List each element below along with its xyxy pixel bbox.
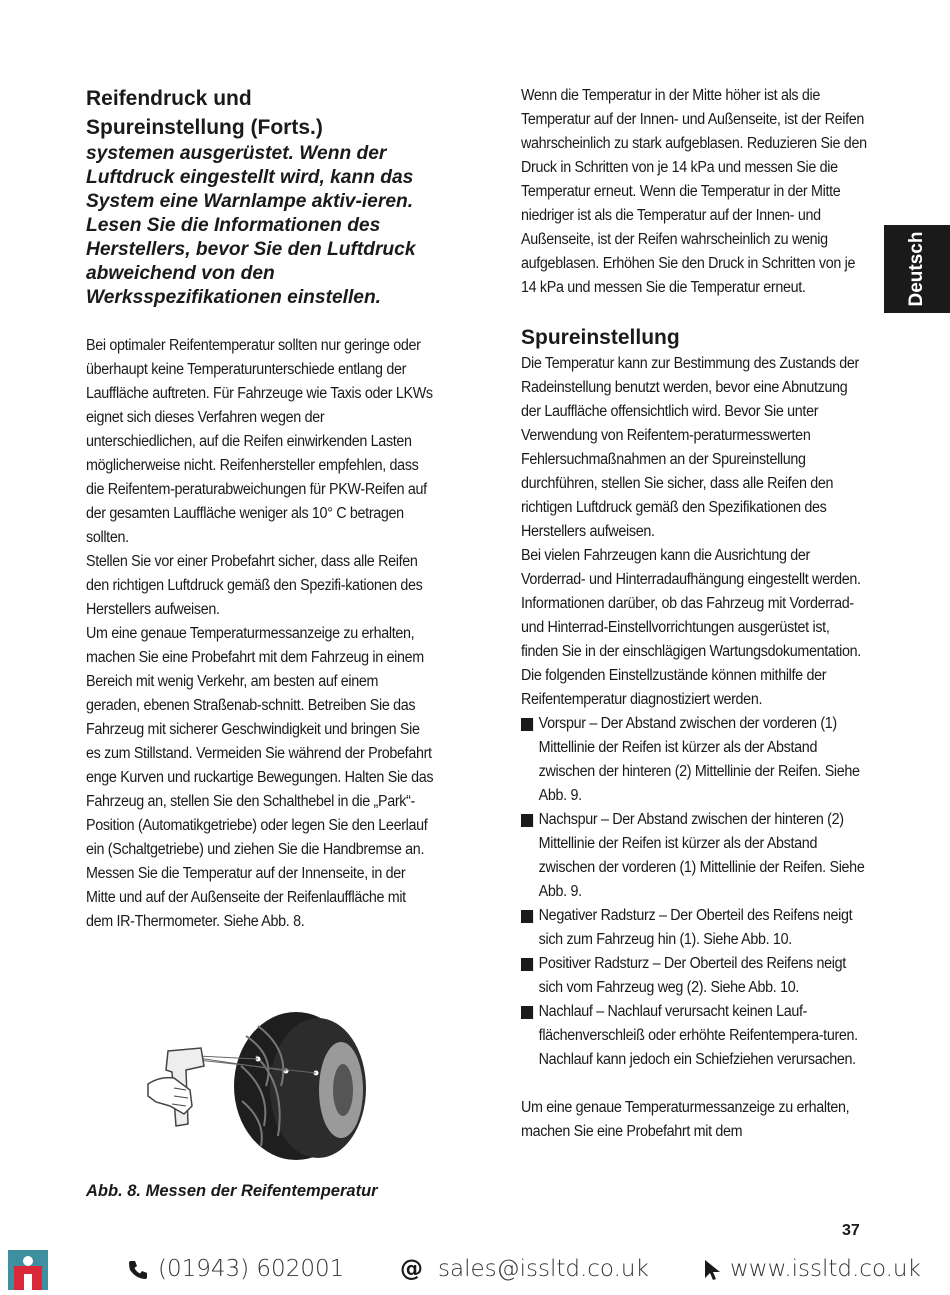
- list-item: Vorspur – Der Abstand zwischen der vorderen (1) Mittellinie der Reifen ist kürzer als der Abstand zwischen der hinteren (2) Mittellinie der Reifen. Siehe Abb. 9.: [521, 712, 870, 808]
- right-body-2: [521, 352, 870, 1144]
- paragraph: Bei vielen Fahrzeugen kann die Ausrichtung der Vorderrad- und Hinterradaufhängung eingestellt werden. Informationen darüber, ob das Fahrzeug mit Vorderrad- und Hinterrad-Einstellvorrichtungen ausgerüstet ist, finden Sie in der einschlägigen Wartungsdokumentation.: [521, 547, 861, 660]
- intro-text: systemen ausgerüstet. Wenn der Luftdruck eingestellt wird, kann das System eine Warnlampe aktiv-ieren. Lesen Sie die Informationen des Herstellers, bevor Sie den Luftdruck abweichend von den Werksspezifikationen einstellen.: [86, 143, 416, 308]
- subsection-heading: Spureinstellung: [521, 326, 680, 349]
- right-column: [521, 84, 871, 1144]
- heading-line-1: Reifendruck und: [86, 87, 252, 110]
- footer-phone[interactable]: (01943) 602001: [158, 1256, 345, 1282]
- left-column: [86, 84, 434, 934]
- paragraph: Die Temperatur kann zur Bestimmung des Zustands der Radeinstellung benutzt werden, bevor eine Abnutzung der Lauffläche offensichtlich wird. Bevor Sie unter Verwendung von Reifentem-peraturmesswerten Fehlersuchmaßnahmen an der Spureinstellung durchführen, stellen Sie sicher, dass alle Reifen den richtigen Luftdruck gemäß den Spezifikationen des Herstellers aufweisen.: [521, 355, 859, 540]
- section-heading: [86, 84, 434, 142]
- cursor-icon: [700, 1258, 724, 1282]
- paragraph: Wenn die Temperatur in der Mitte höher ist als die Temperatur auf der Innen- und Außenseite, ist der Reifen wahrscheinlich zu stark aufgeblasen. Reduzieren Sie den Druck in Schritten von je 14 kPa und messen Sie die Temperatur erneut. Wenn die Temperatur in der Mitte niedriger ist als die Temperatur auf der Innen- und Außenseite, ist der Reifen wahrscheinlich zu wenig aufgeblasen. Erhöhen Sie den Druck in Schritten von je 14 kPa und messen Sie die Temperatur erneut.: [521, 87, 867, 296]
- footer-email[interactable]: sales@issltd.co.uk: [438, 1256, 649, 1282]
- bullet-square-icon: [521, 910, 533, 923]
- footer-website[interactable]: www.issltd.co.uk: [730, 1256, 921, 1282]
- bullet-square-icon: [521, 814, 533, 827]
- right-body: [521, 84, 870, 300]
- language-tab: [884, 225, 950, 313]
- tire-thermometer-illustration: [146, 1006, 368, 1166]
- logo-icon: [8, 1250, 48, 1290]
- language-tab-label: Deutsch: [906, 231, 927, 307]
- heading-line-2: Spureinstellung (Forts.): [86, 116, 323, 139]
- paragraph: Um eine genaue Temperaturmessanzeige zu erhalten, machen Sie eine Probefahrt mit dem Fahrzeug in einem Bereich mit wenig Verkehr, am besten auf einem geraden, ebenen Straßenab-schnitt. Betreiben Sie das Fahrzeug mit sicherer Geschwindigkeit und bringen Sie es zum Stillstand. Vermeiden Sie während der Probefahrt enge Kurven und ruckartige Bewegungen. Halten Sie das Fahrzeug an, stellen Sie den Schalthebel in die „Park“-Position (Automatikgetriebe) oder legen Sie den Leerlauf ein (Schaltgetriebe) und ziehen Sie die Handbremse an. Messen Sie die Temperatur auf der Innenseite, in der Mitte und auf der Außenseite der Reifenlauffläche mit dem IR-Thermometer. Siehe Abb. 8.: [86, 625, 434, 930]
- bullet-square-icon: [521, 958, 533, 971]
- figure-caption: Abb. 8. Messen der Reifentemperatur: [86, 1182, 378, 1200]
- left-body: [86, 334, 435, 934]
- paragraph: Um eine genaue Temperaturmessanzeige zu erhalten, machen Sie eine Probefahrt mit dem: [521, 1099, 850, 1140]
- paragraph: Die folgenden Einstellzustände können mithilfe der Reifentemperatur diagnostiziert werden.: [521, 667, 827, 708]
- paragraph: Bei optimaler Reifentemperatur sollten nur geringe oder überhaupt keine Temperaturunterschiede entlang der Lauffläche auftreten. Für Fahrzeuge wie Taxis oder LKWs eignet sich dieses Verfahren wegen der unterschiedlichen, auf die Reifen einwirkenden Lasten möglicherweise nicht. Reifenhersteller empfehlen, dass die Reifentem-peraturabweichungen für PKW-Reifen auf der gesamten Lauffläche weniger als 10° C betragen sollten.: [86, 337, 433, 546]
- page-number: 37: [842, 1222, 860, 1239]
- paragraph: Stellen Sie vor einer Probefahrt sicher, dass alle Reifen den richtigen Luftdruck gemäß den Spezifi-kationen des Herstellers aufweisen.: [86, 553, 423, 618]
- list-item: Nachlauf – Nachlauf verursacht keinen Lauf-flächenverschleiß oder erhöhte Reifentempera-turen. Nachlauf kann jedoch ein Schiefziehen verursachen.: [521, 1000, 870, 1072]
- list-item: Positiver Radsturz – Der Oberteil des Reifens neigt sich vom Fahrzeug weg (2). Siehe Abb. 10.: [521, 952, 870, 1000]
- footer: [0, 1244, 950, 1295]
- bullet-square-icon: [521, 1006, 533, 1019]
- bullet-list: [521, 712, 870, 1072]
- list-item: Nachspur – Der Abstand zwischen der hinteren (2) Mittellinie der Reifen ist kürzer als der Abstand zwischen der vorderen (1) Mittellinie der Reifen. Siehe Abb. 9.: [521, 808, 870, 904]
- bullet-square-icon: [521, 718, 533, 731]
- at-icon: @: [400, 1256, 423, 1282]
- phone-icon: [126, 1258, 150, 1282]
- list-item: Negativer Radsturz – Der Oberteil des Reifens neigt sich zum Fahrzeug hin (1). Siehe Abb. 10.: [521, 904, 870, 952]
